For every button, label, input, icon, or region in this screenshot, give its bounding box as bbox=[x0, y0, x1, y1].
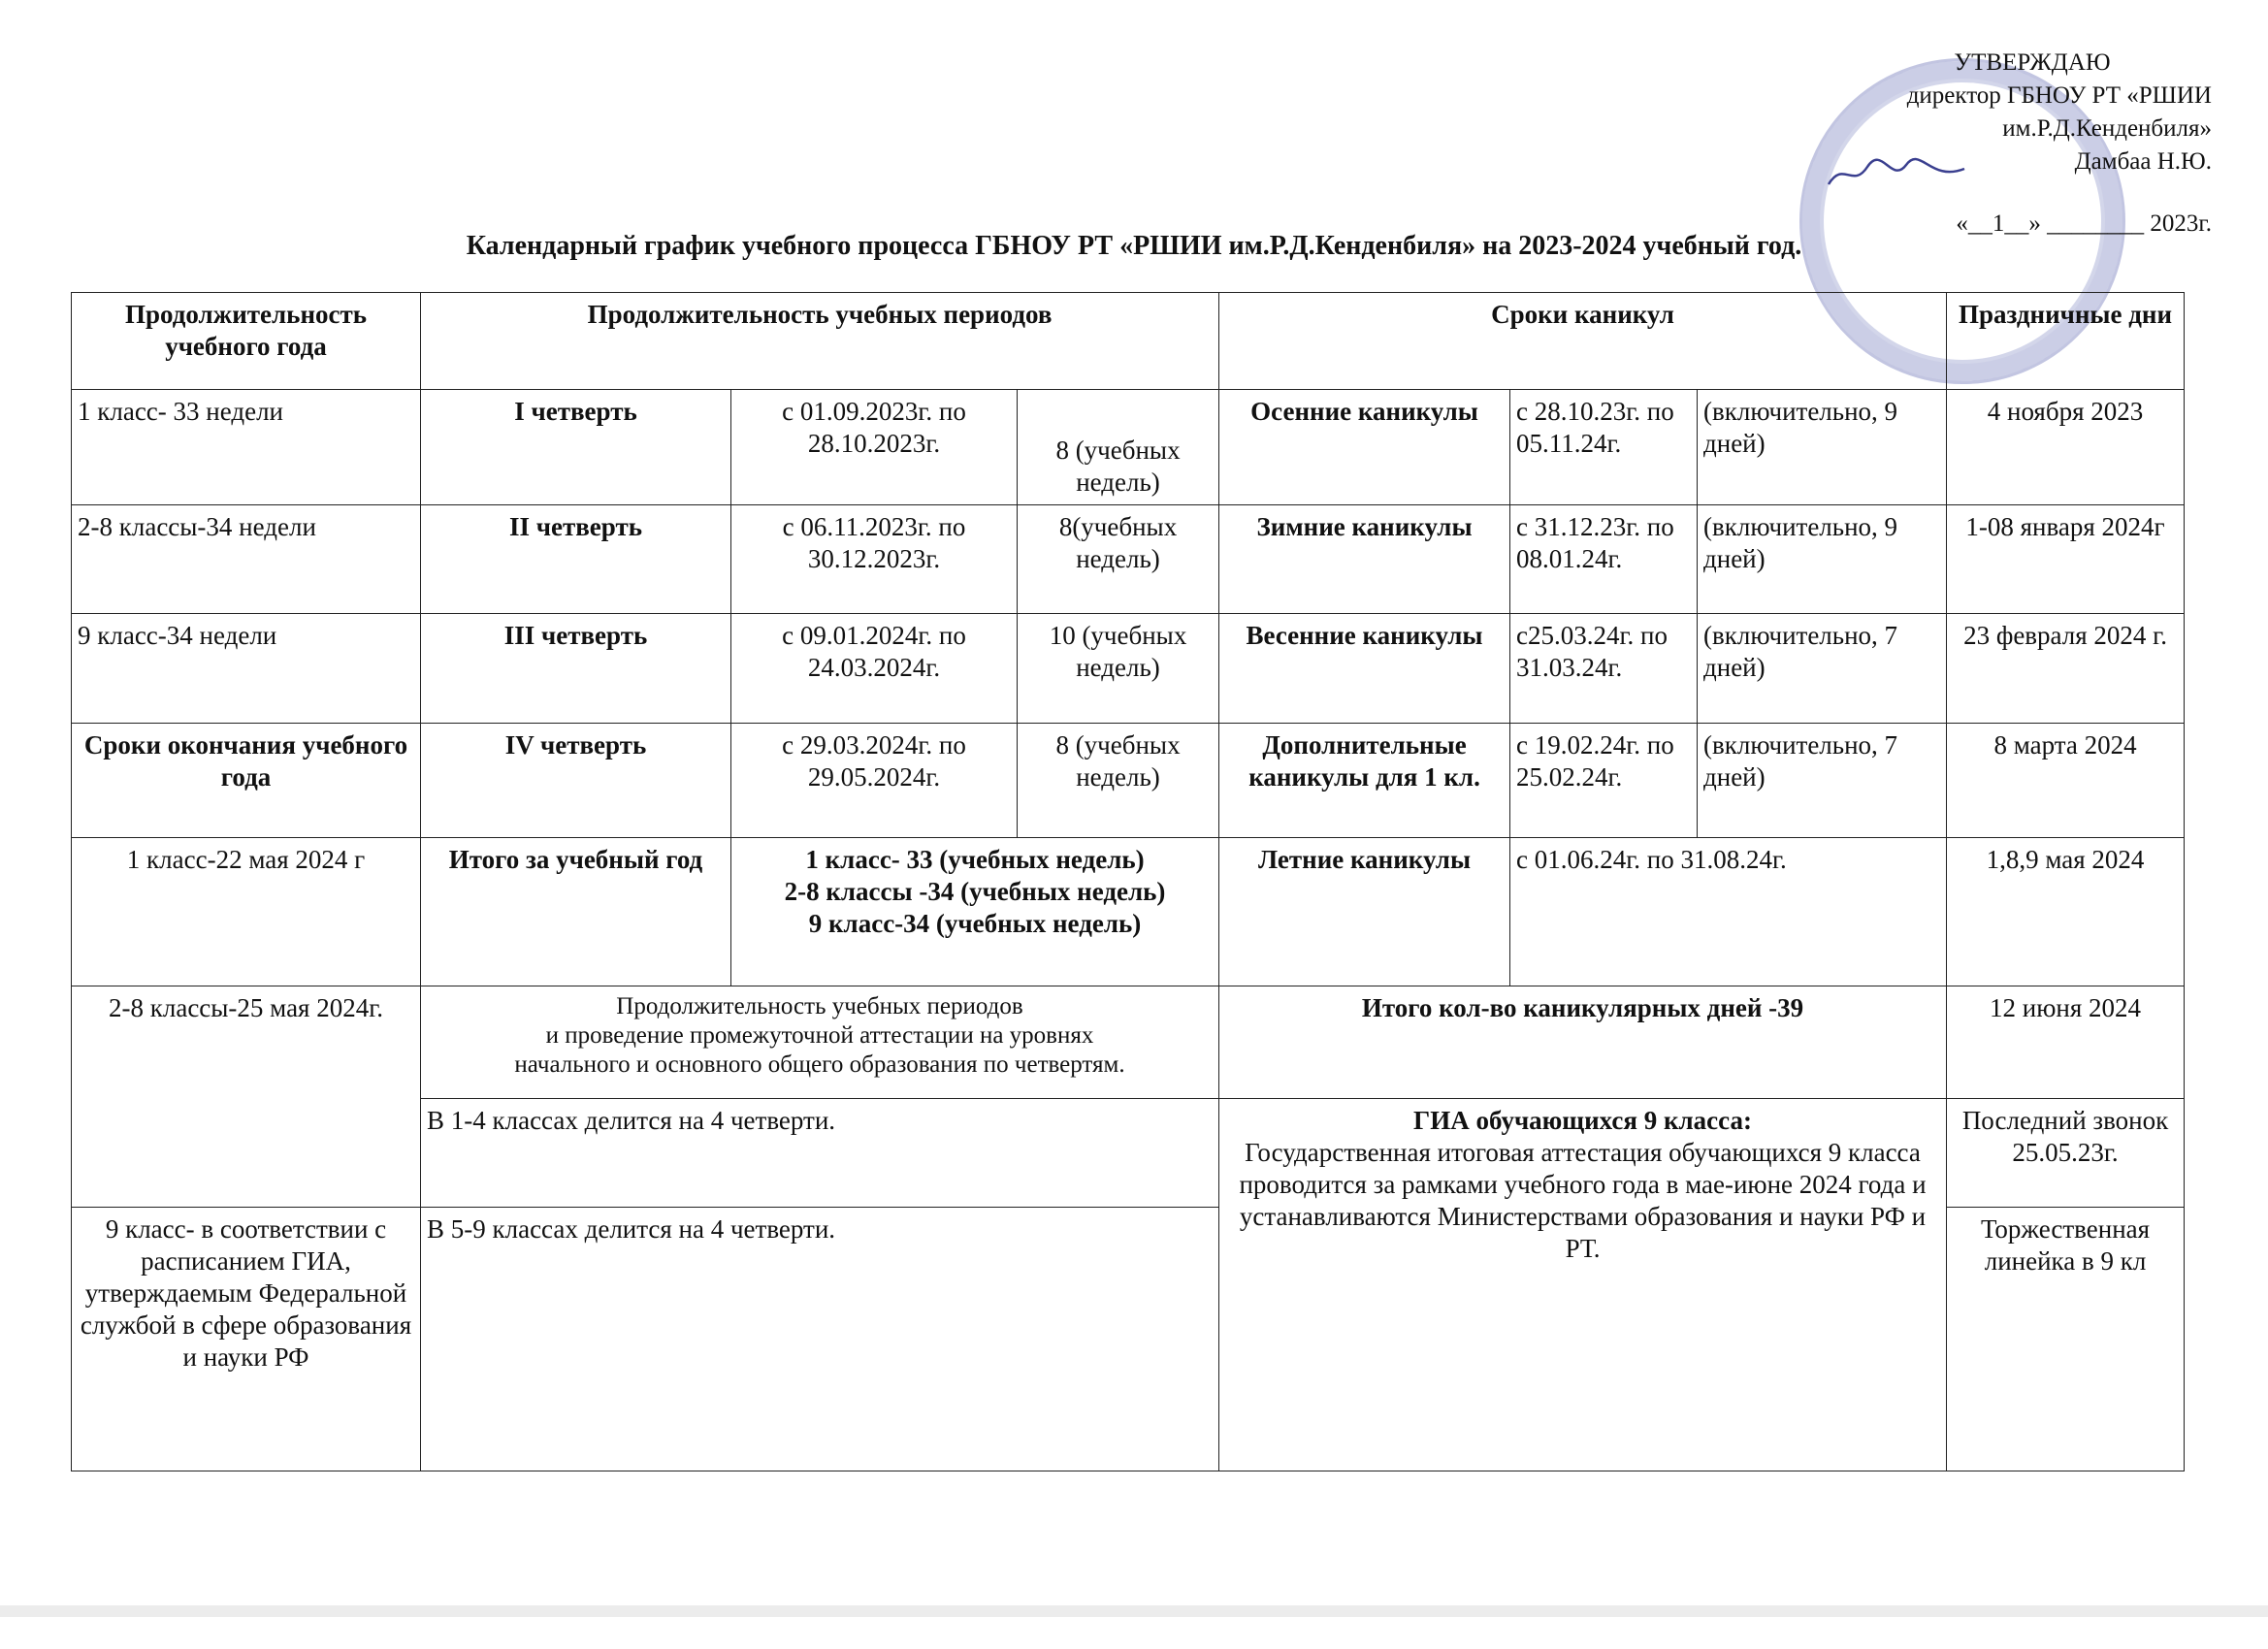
weeks-cell: 8(учебных недель) bbox=[1018, 505, 1219, 614]
festive-cell: 4 ноября 2023 bbox=[1947, 390, 2185, 505]
year-cell: 2-8 классы-34 недели bbox=[72, 505, 421, 614]
festive-cell: Последний звонок 25.05.23г. bbox=[1947, 1099, 2185, 1208]
dates-cell: с 06.11.2023г. по 30.12.2023г. bbox=[731, 505, 1018, 614]
holiday-dates-cell: с 31.12.23г. по 08.01.24г. bbox=[1510, 505, 1698, 614]
year-cell: 1 класс-22 мая 2024 г bbox=[72, 838, 421, 986]
table-row bbox=[72, 614, 2185, 724]
holiday-dates-cell: с 01.06.24г. по 31.08.24г. bbox=[1510, 838, 1947, 986]
table-row bbox=[72, 505, 2185, 614]
page-title: Календарный график учебного процесса ГБНОУ РТ «РШИИ им.Р.Д.Кенденбиля» на 2023-2024 учебный год. bbox=[466, 231, 1802, 261]
table-row bbox=[72, 390, 2185, 505]
holiday-days-cell: (включительно, 7 дней) bbox=[1698, 614, 1947, 724]
holiday-dates-cell: с 28.10.23г. по 05.11.24г. bbox=[1510, 390, 1698, 505]
periods-note-line-3: начального и основного общего образования по четвертям. bbox=[514, 1051, 1125, 1078]
total-row bbox=[72, 838, 2185, 986]
periods-note-line-1: Продолжительность учебных периодов bbox=[616, 993, 1023, 1019]
year-cell: 9 класс- в соответствии с расписанием ГИА, утверждаемым Федеральной службой в сфере образования и науки РФ bbox=[72, 1208, 421, 1471]
festive-cell: 23 февраля 2024 г. bbox=[1947, 614, 2185, 724]
periods-note bbox=[421, 986, 1219, 1099]
dates-cell: с 09.01.2024г. по 24.03.2024г. bbox=[731, 614, 1018, 724]
total-weeks-line-2: 2-8 классы -34 (учебных недель) bbox=[784, 877, 1166, 906]
weeks-cell: 8 (учебных недель) bbox=[1018, 390, 1219, 505]
holiday-days-cell: (включительно, 7 дней) bbox=[1698, 724, 1947, 838]
total-holidays: Итого кол-во каникулярных дней -39 bbox=[1219, 986, 1947, 1099]
holiday-dates-cell: с 19.02.24г. по 25.02.24г. bbox=[1510, 724, 1698, 838]
weeks-cell: 8 (учебных недель) bbox=[1018, 724, 1219, 838]
quarters-5-9: В 5-9 классах делится на 4 четверти. bbox=[421, 1208, 1219, 1471]
festive-cell: 1,8,9 мая 2024 bbox=[1947, 838, 2185, 986]
holiday-cell: Дополнительные каникулы для 1 кл. bbox=[1219, 724, 1510, 838]
schedule-table bbox=[71, 292, 2185, 1471]
year-cell: Сроки окончания учебного года bbox=[72, 724, 421, 838]
festive-cell: 12 июня 2024 bbox=[1947, 986, 2185, 1099]
year-cell: 2-8 классы-25 мая 2024г. bbox=[72, 986, 421, 1208]
total-weeks bbox=[731, 838, 1219, 986]
approval-date: «__1__» ________ 2023г. bbox=[1956, 210, 2212, 237]
period-cell: IV четверть bbox=[421, 724, 731, 838]
periods-note-line-2: и проведение промежуточной аттестации на уровнях bbox=[545, 1022, 1094, 1049]
table-row bbox=[72, 986, 2185, 1099]
year-cell: 1 класс- 33 недели bbox=[72, 390, 421, 505]
header-holiday-dates: Сроки каникул bbox=[1219, 293, 1947, 390]
festive-cell: 8 марта 2024 bbox=[1947, 724, 2185, 838]
header-duration-year: Продолжительность учебного года bbox=[72, 293, 421, 390]
holiday-cell: Весенние каникулы bbox=[1219, 614, 1510, 724]
approval-line-3: им.Р.Д.Кенденбиля» bbox=[2002, 115, 2212, 142]
period-cell: III четверть bbox=[421, 614, 731, 724]
holiday-cell: Летние каникулы bbox=[1219, 838, 1510, 986]
dates-cell: с 29.03.2024г. по 29.05.2024г. bbox=[731, 724, 1018, 838]
table-row bbox=[72, 724, 2185, 838]
gia-text: Государственная итоговая аттестация обучающихся 9 класса проводится за рамками учебного года в мае-июне 2024 года и устанавливаются Министерствами образования и науки РФ и РТ. bbox=[1239, 1138, 1927, 1263]
gia-cell bbox=[1219, 1099, 1947, 1471]
header-festive-days: Праздничные дни bbox=[1947, 293, 2185, 390]
holiday-cell: Осенние каникулы bbox=[1219, 390, 1510, 505]
year-cell: 9 класс-34 недели bbox=[72, 614, 421, 724]
approval-line-2: директор ГБНОУ РТ «РШИИ bbox=[1906, 82, 2212, 109]
approval-block bbox=[1824, 47, 2212, 241]
header-row bbox=[72, 293, 2185, 390]
total-label: Итого за учебный год bbox=[421, 838, 731, 986]
festive-cell: Торжественная линейка в 9 кл bbox=[1947, 1208, 2185, 1471]
holiday-days-cell: (включительно, 9 дней) bbox=[1698, 505, 1947, 614]
gia-title: ГИА обучающихся 9 класса: bbox=[1413, 1106, 1752, 1135]
period-cell: II четверть bbox=[421, 505, 731, 614]
weeks-cell: 10 (учебных недель) bbox=[1018, 614, 1219, 724]
approval-line-1: УТВЕРЖДАЮ bbox=[1954, 49, 2111, 76]
scan-edge bbox=[0, 1605, 2268, 1617]
period-cell: I четверть bbox=[421, 390, 731, 505]
quarters-1-4: В 1-4 классах делится на 4 четверти. bbox=[421, 1099, 1219, 1208]
dates-cell: с 01.09.2023г. по 28.10.2023г. bbox=[731, 390, 1018, 505]
holiday-days-cell: (включительно, 9 дней) bbox=[1698, 390, 1947, 505]
holiday-cell: Зимние каникулы bbox=[1219, 505, 1510, 614]
holiday-dates-cell: с25.03.24г. по 31.03.24г. bbox=[1510, 614, 1698, 724]
total-weeks-line-3: 9 класс-34 (учебных недель) bbox=[808, 909, 1142, 938]
festive-cell: 1-08 января 2024г bbox=[1947, 505, 2185, 614]
approval-line-4: Дамбаа Н.Ю. bbox=[2074, 148, 2212, 175]
header-duration-periods: Продолжительность учебных периодов bbox=[421, 293, 1219, 390]
total-weeks-line-1: 1 класс- 33 (учебных недель) bbox=[805, 845, 1145, 874]
